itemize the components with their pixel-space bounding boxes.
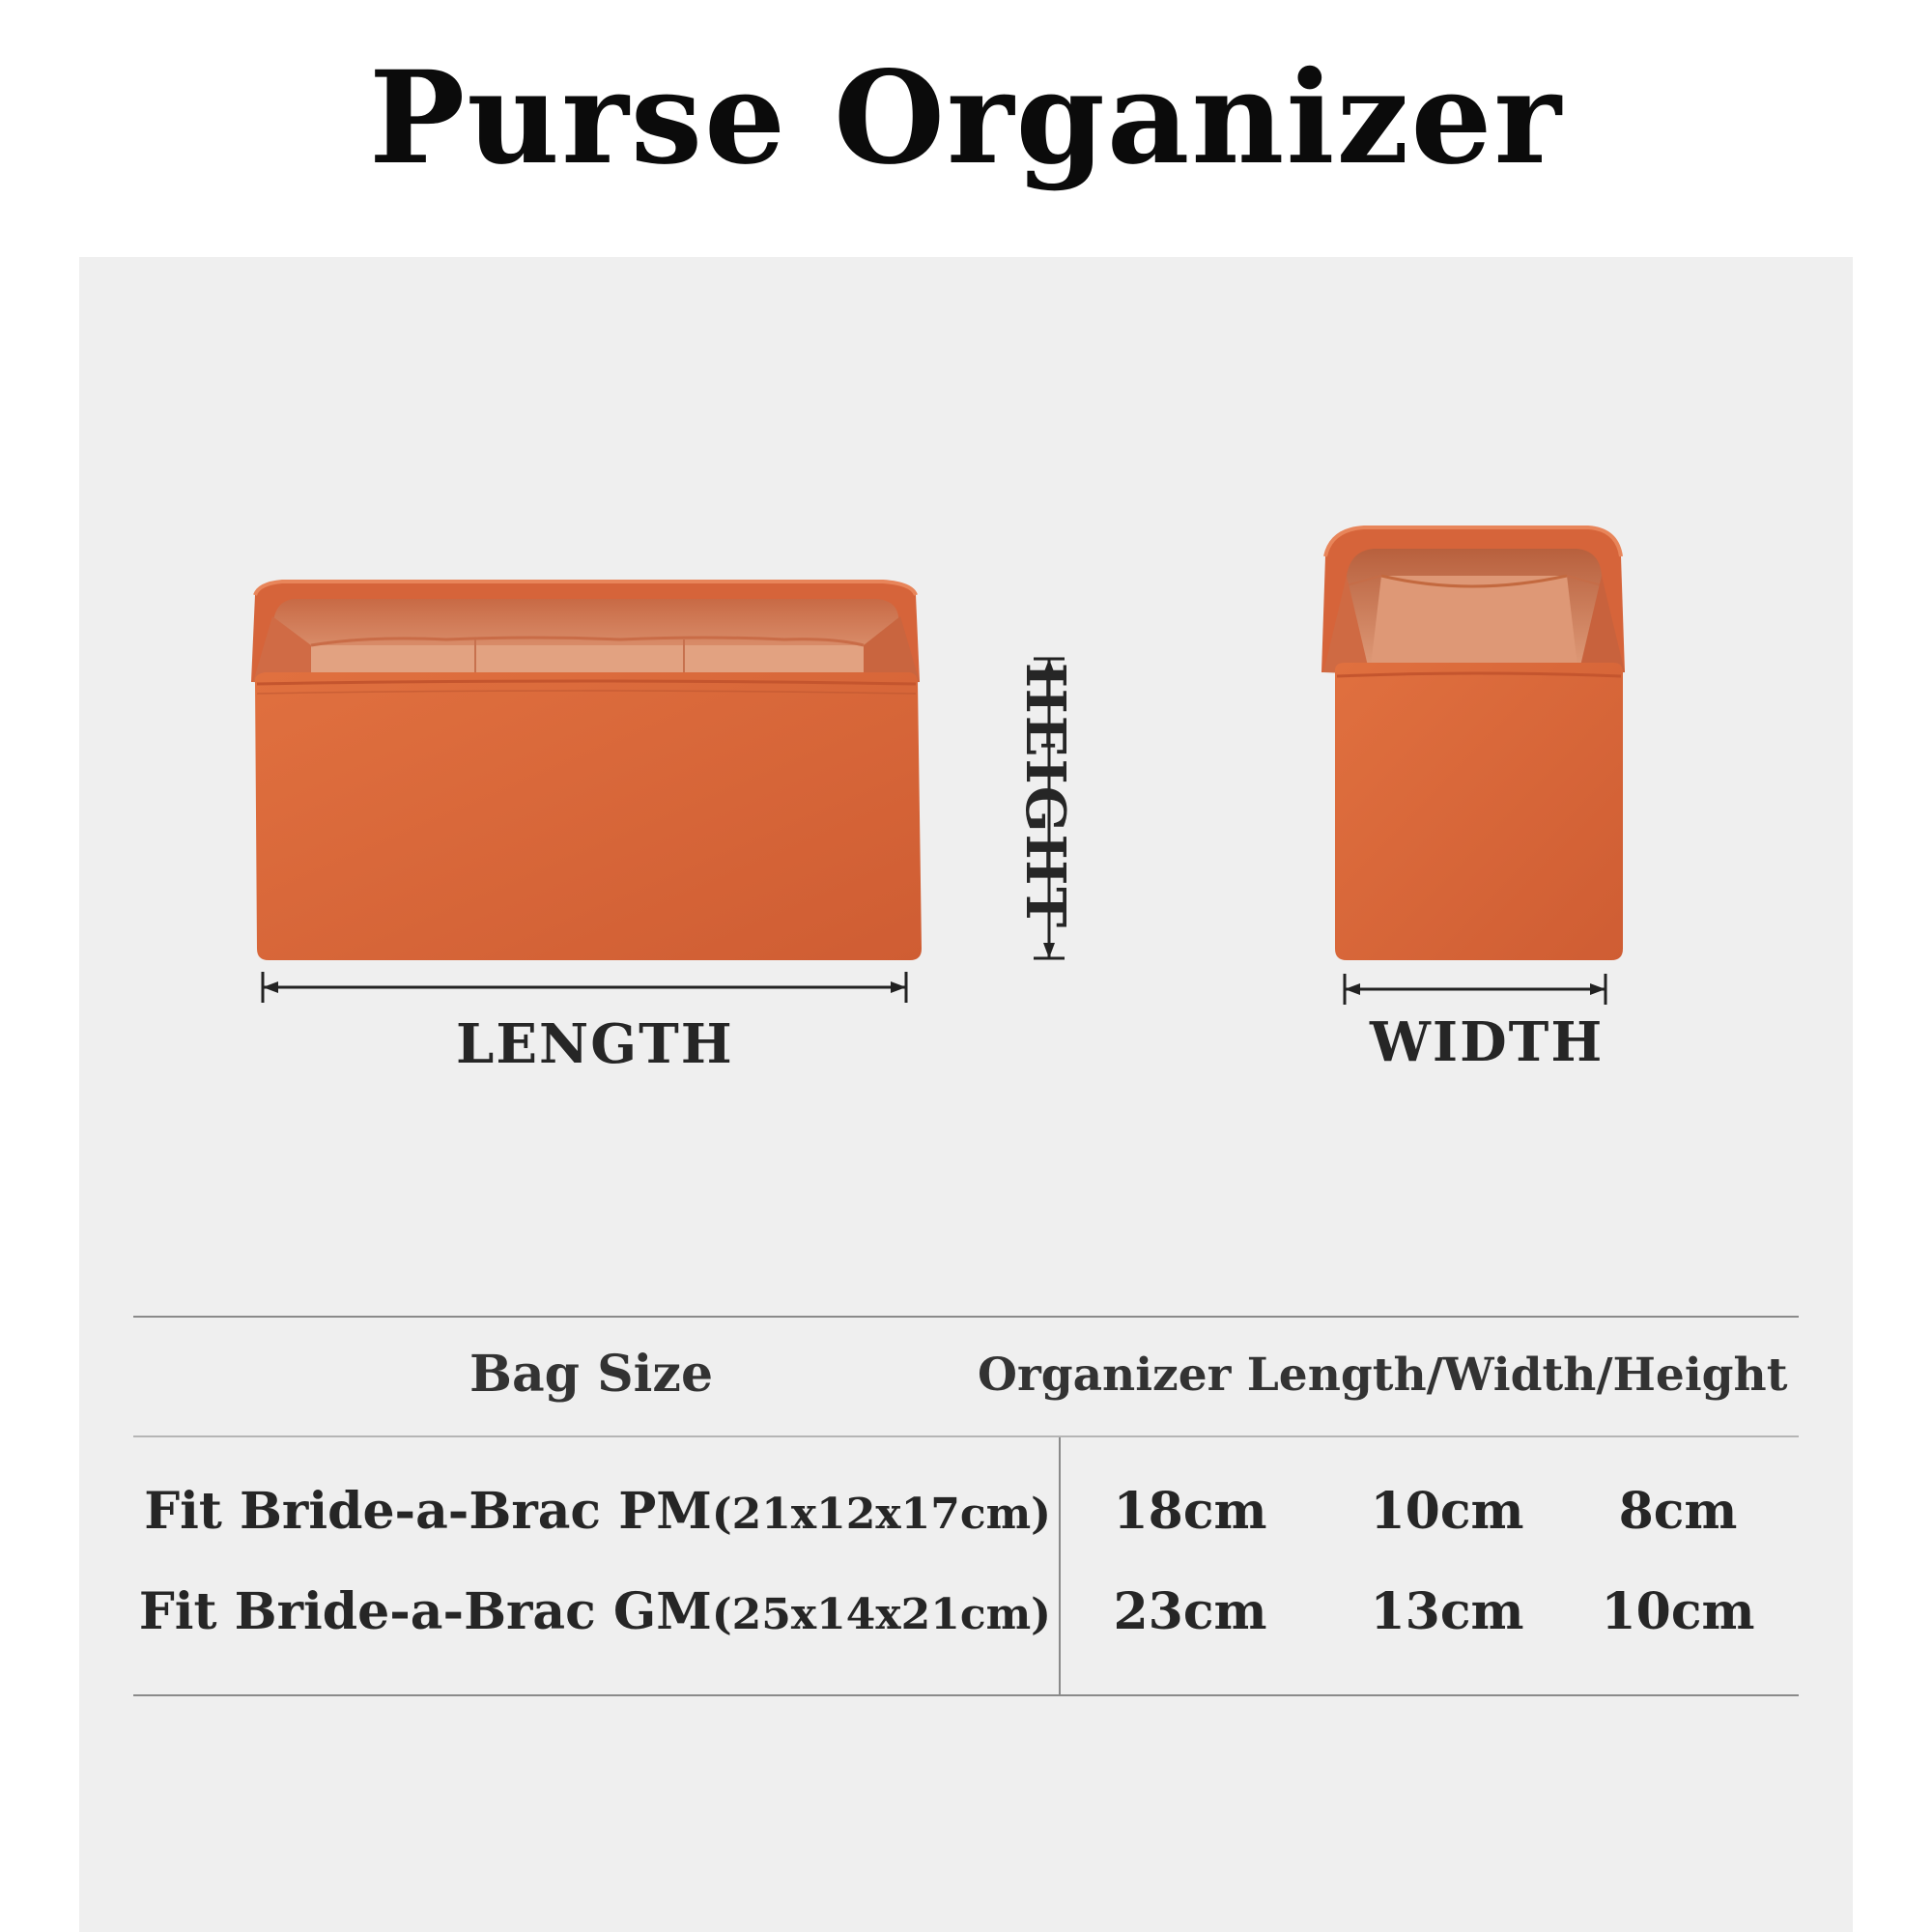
header-organizer-dimensions: Organizer Length/Width/Height xyxy=(978,1349,1788,1402)
organizer-width: 10cm xyxy=(1370,1482,1524,1541)
organizer-length: 23cm xyxy=(1113,1582,1267,1641)
height-label: HEIGHT xyxy=(1013,662,1077,930)
table-column-divider xyxy=(1059,1437,1061,1694)
bag-name: Fit Bride-a-Brac GM xyxy=(138,1582,712,1641)
bag-dimensions: (21x12x17cm) xyxy=(711,1490,1051,1539)
organizer-illustration xyxy=(79,257,1853,1126)
width-label: WIDTH xyxy=(1370,1010,1605,1074)
page-title: Purse Organizer xyxy=(369,43,1563,193)
organizer-large xyxy=(251,582,922,960)
organizer-height: 10cm xyxy=(1601,1582,1755,1641)
bag-name: Fit Bride-a-Brac PM xyxy=(144,1482,712,1541)
product-panel xyxy=(79,257,1853,1932)
length-dimension-arrow xyxy=(263,972,906,1003)
bag-dimensions: (25x14x21cm) xyxy=(711,1590,1051,1639)
row-bag-size xyxy=(144,1482,1051,1541)
organizer-width: 13cm xyxy=(1370,1582,1524,1641)
table-top-rule xyxy=(133,1316,1799,1318)
header-bag-size: Bag Size xyxy=(469,1345,714,1404)
width-dimension-arrow xyxy=(1345,974,1605,1005)
organizer-small xyxy=(1321,527,1625,960)
table-bottom-rule xyxy=(133,1694,1799,1696)
row-bag-size xyxy=(139,1582,1051,1641)
length-label: LENGTH xyxy=(456,1012,734,1076)
organizer-height: 8cm xyxy=(1618,1482,1738,1541)
organizer-length: 18cm xyxy=(1113,1482,1267,1541)
table-header-rule xyxy=(133,1435,1799,1437)
